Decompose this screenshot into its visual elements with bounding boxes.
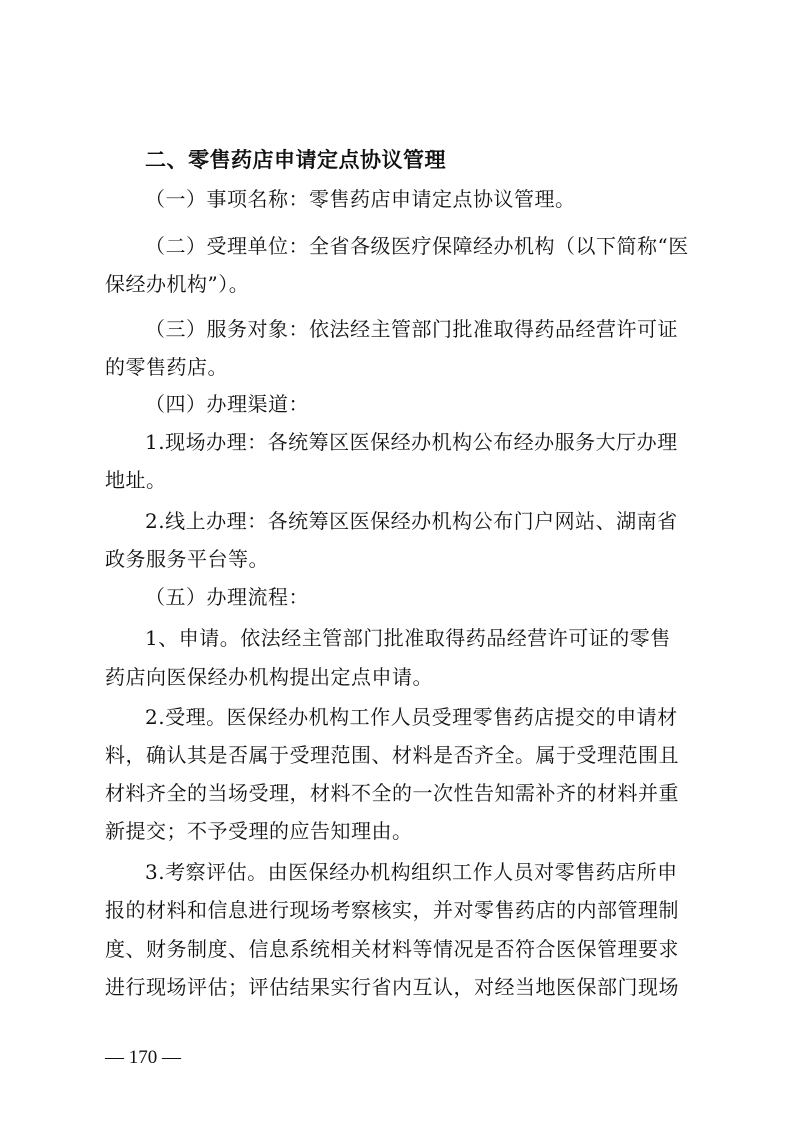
paragraph-line: 3.考察评估。由医保经办机构组织工作人员对零售药店所申	[145, 860, 678, 884]
paragraph-line: 度、财务制度、信息系统相关材料等情况是否符合医保管理要求	[105, 937, 679, 961]
paragraph-line: 保经办机构”）。	[105, 272, 250, 296]
page-number: — 170 —	[105, 1047, 181, 1068]
paragraph-line: 材料齐全的当场受理，材料不全的一次性告知需补齐的材料并重	[105, 781, 679, 805]
paragraph-line: 新提交；不予受理的应告知理由。	[105, 819, 413, 843]
paragraph-line: 地址。	[105, 468, 167, 492]
paragraph-line: 2.受理。医保经办机构工作人员受理零售药店提交的申请材	[145, 705, 678, 729]
paragraph-line: 料，确认其是否属于受理范围、材料是否齐全。属于受理范围且	[105, 743, 679, 767]
paragraph-line: （三）服务对象：依法经主管部门批准取得药品经营许可证	[145, 317, 678, 341]
paragraph-line: 政务服务平台等。	[105, 547, 269, 571]
paragraph-line: （一）事项名称：零售药店申请定点协议管理。	[145, 187, 576, 211]
paragraph-line: 药店向医保经办机构提出定点申请。	[105, 665, 433, 689]
section-heading: 二、零售药店申请定点协议管理	[145, 148, 446, 172]
paragraph-line: 报的材料和信息进行现场考察核实，并对零售药店的内部管理制	[105, 898, 679, 922]
paragraph-line: （二）受理单位：全省各级医疗保障经办机构（以下简称“医	[145, 234, 689, 258]
paragraph-line: 2.线上办理：各统筹区医保经办机构公布门户网站、湖南省	[145, 509, 678, 533]
paragraph-line: （四）办理渠道：	[145, 392, 309, 416]
paragraph-line: 1、申请。依法经主管部门批准取得药品经营许可证的零售	[145, 626, 671, 650]
paragraph-line: 进行现场评估；评估结果实行省内互认，对经当地医保部门现场	[105, 975, 679, 999]
paragraph-line: 的零售药店。	[105, 355, 228, 379]
paragraph-line: （五）办理流程：	[145, 585, 309, 609]
paragraph-line: 1.现场办理：各统筹区医保经办机构公布经办服务大厅办理	[145, 430, 678, 454]
